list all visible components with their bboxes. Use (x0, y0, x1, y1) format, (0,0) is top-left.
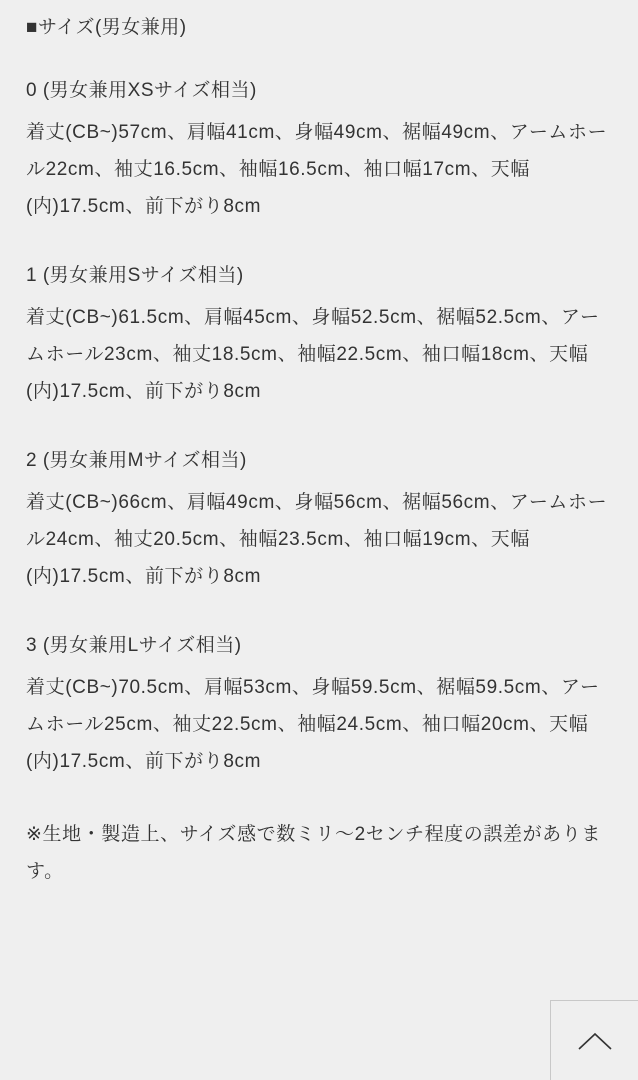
size-block (26, 76, 612, 225)
size-measurements: 着丈(CB~)66cm、肩幅49cm、身幅56cm、裾幅56cm、アームホール24cm、袖丈20.5cm、袖幅23.5cm、袖口幅19cm、天幅(内)17.5cm、前下がり8cm (26, 492, 608, 587)
size-measurements: 着丈(CB~)61.5cm、肩幅45cm、身幅52.5cm、裾幅52.5cm、アームホール23cm、袖丈18.5cm、袖幅22.5cm、袖口幅18cm、天幅(内)17.5cm、前下がり8cm (26, 307, 600, 402)
size-measurements: 着丈(CB~)57cm、肩幅41cm、身幅49cm、裾幅49cm、アームホール22cm、袖丈16.5cm、袖幅16.5cm、袖口幅17cm、天幅(内)17.5cm、前下がり8cm (26, 122, 608, 217)
size-disclaimer: ※生地・製造上、サイズ感で数ミリ〜2センチ程度の誤差があります。 (26, 824, 601, 882)
chevron-up-icon (577, 1030, 613, 1052)
page-title: ■サイズ(男女兼用) (26, 17, 187, 38)
size-block (26, 631, 612, 780)
size-title: 2 (男女兼用Mサイズ相当) (26, 450, 247, 471)
size-title: 0 (男女兼用XSサイズ相当) (26, 80, 257, 101)
size-block (26, 261, 612, 410)
size-measurements: 着丈(CB~)70.5cm、肩幅53cm、身幅59.5cm、裾幅59.5cm、アームホール25cm、袖丈22.5cm、袖幅24.5cm、袖口幅20cm、天幅(内)17.5cm、前下がり8cm (26, 677, 600, 772)
size-block (26, 446, 612, 595)
scroll-to-top-button[interactable] (550, 1000, 638, 1080)
size-title: 1 (男女兼用Sサイズ相当) (26, 265, 244, 286)
size-title: 3 (男女兼用Lサイズ相当) (26, 635, 242, 656)
